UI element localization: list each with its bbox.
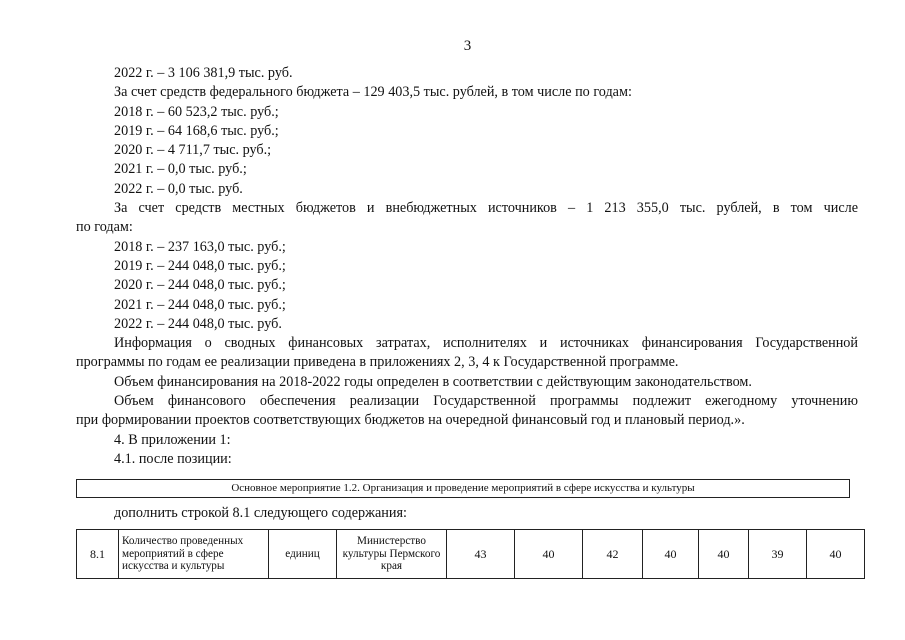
- indicator-row-table: [76, 529, 865, 579]
- value-cell: 43: [447, 530, 515, 579]
- text-line: 2022 г. – 244 048,0 тыс. руб.: [114, 315, 282, 332]
- text-line: 2020 г. – 4 711,7 тыс. руб.;: [114, 142, 272, 159]
- text-line: 2019 г. – 244 048,0 тыс. руб.;: [114, 257, 286, 274]
- text-line: 2018 г. – 60 523,2 тыс. руб.;: [114, 103, 279, 120]
- text-line: 2018 г. – 237 163,0 тыс. руб.;: [114, 238, 286, 255]
- text-line: Объем финансового обеспечения реализации Государственной программы подлежит ежегодному уточнению: [114, 393, 858, 410]
- value-cell: 40: [699, 530, 749, 579]
- table-row: [77, 530, 865, 579]
- value-cell: 39: [749, 530, 807, 579]
- value-cell: 40: [515, 530, 583, 579]
- page-number: 3: [463, 38, 472, 54]
- text-line: За счет средств федерального бюджета – 129 403,5 тыс. рублей, в том числе по годам:: [114, 84, 632, 101]
- value-cell: 40: [807, 530, 865, 579]
- text-line: 2021 г. – 244 048,0 тыс. руб.;: [114, 296, 286, 313]
- row-number-cell: 8.1: [77, 530, 119, 579]
- responsible-cell: Министерство культуры Пермского края: [337, 530, 447, 579]
- text-line: 2022 г. – 3 106 381,9 тыс. руб.: [114, 65, 293, 81]
- value-cell: 40: [643, 530, 699, 579]
- text-line: 4.1. после позиции:: [114, 450, 232, 467]
- text-line: по годам:: [76, 219, 133, 236]
- body-text: [76, 64, 858, 469]
- position-box: Основное мероприятие 1.2. Организация и проведение мероприятий в сфере искусства и культуры: [76, 479, 850, 498]
- text-line: За счет средств местных бюджетов и внебюджетных источников – 1 213 355,0 тыс. рублей, в том числе: [114, 200, 858, 217]
- indicator-cell: Количество проведенных мероприятий в сфере искусства и культуры: [119, 530, 269, 579]
- text-line: 2021 г. – 0,0 тыс. руб.;: [114, 161, 247, 178]
- text-line: Объем финансирования на 2018-2022 годы определен в соответствии с действующим законодательством.: [114, 373, 752, 390]
- text-line: 2020 г. – 244 048,0 тыс. руб.;: [114, 277, 286, 294]
- text-line: 2022 г. – 0,0 тыс. руб.: [114, 180, 243, 197]
- value-cell: 42: [583, 530, 643, 579]
- append-instruction: дополнить строкой 8.1 следующего содержания:: [114, 505, 407, 521]
- text-line: 4. В приложении 1:: [114, 431, 231, 448]
- unit-cell: единиц: [269, 530, 337, 579]
- text-line: при формировании проектов соответствующих бюджетов на очередной финансовый год и плановый период.».: [76, 412, 745, 429]
- text-line: программы по годам ее реализации приведена в приложениях 2, 3, 4 к Государственной программе.: [76, 354, 679, 371]
- text-line: Информация о сводных финансовых затратах, исполнителях и источниках финансирования Государственной: [114, 335, 858, 352]
- text-line: 2019 г. – 64 168,6 тыс. руб.;: [114, 122, 279, 139]
